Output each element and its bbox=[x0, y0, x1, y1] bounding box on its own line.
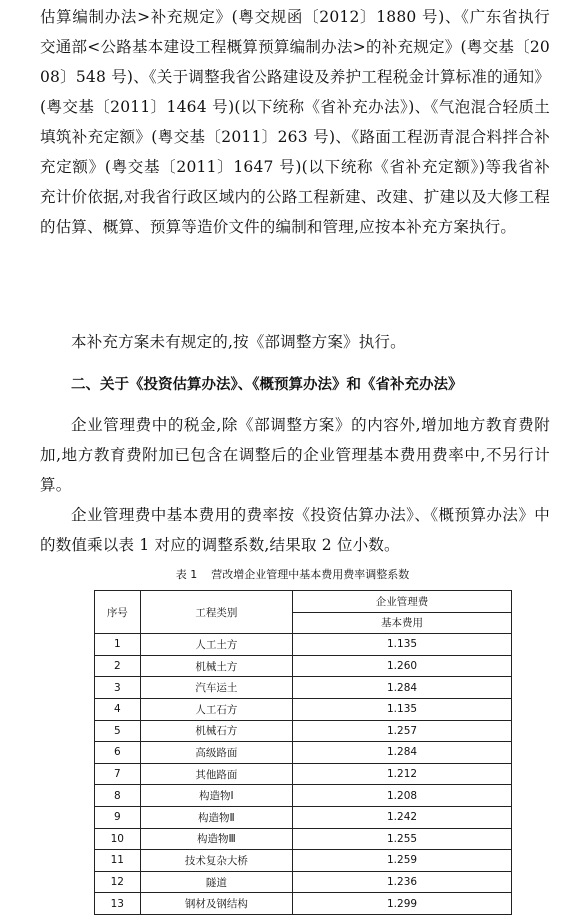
cell-serial-number: 5 bbox=[95, 720, 141, 742]
cell-serial-number: 4 bbox=[95, 698, 141, 720]
cell-coefficient: 1.208 bbox=[293, 785, 512, 807]
cell-coefficient: 1.257 bbox=[293, 720, 512, 742]
table-row bbox=[95, 785, 512, 807]
cell-coefficient: 1.284 bbox=[293, 677, 512, 699]
header-serial-number: 序号 bbox=[95, 591, 141, 634]
table-caption-number: 表 1 bbox=[175, 568, 198, 581]
cell-coefficient: 1.236 bbox=[293, 871, 512, 893]
table-row bbox=[95, 720, 512, 742]
table-row bbox=[95, 698, 512, 720]
table-caption-title: 营改增企业管理中基本费用费率调整系数 bbox=[211, 568, 410, 581]
cell-coefficient: 1.135 bbox=[293, 698, 512, 720]
adjustment-coefficient-table bbox=[94, 590, 512, 915]
table-row bbox=[95, 655, 512, 677]
cell-project-type: 构造物Ⅱ bbox=[140, 806, 292, 828]
cell-serial-number: 11 bbox=[95, 850, 141, 872]
table-row bbox=[95, 850, 512, 872]
cell-project-type: 构造物Ⅲ bbox=[140, 828, 292, 850]
cell-project-type: 其他路面 bbox=[140, 763, 292, 785]
cell-coefficient: 1.255 bbox=[293, 828, 512, 850]
cell-serial-number: 2 bbox=[95, 655, 141, 677]
header-project-type: 工程类别 bbox=[140, 591, 292, 634]
cell-project-type: 技术复杂大桥 bbox=[140, 850, 292, 872]
cell-project-type: 高级路面 bbox=[140, 742, 292, 764]
table-row bbox=[95, 677, 512, 699]
table-header-row bbox=[95, 591, 512, 613]
table-row bbox=[95, 828, 512, 850]
cell-serial-number: 8 bbox=[95, 785, 141, 807]
cell-coefficient: 1.284 bbox=[293, 742, 512, 764]
cell-project-type: 人工土方 bbox=[140, 634, 292, 656]
cell-project-type: 人工石方 bbox=[140, 698, 292, 720]
cell-serial-number: 13 bbox=[95, 893, 141, 915]
cell-project-type: 构造物Ⅰ bbox=[140, 785, 292, 807]
table-row bbox=[95, 763, 512, 785]
cell-project-type: 隧道 bbox=[140, 871, 292, 893]
cell-project-type: 机械土方 bbox=[140, 655, 292, 677]
table-row bbox=[95, 893, 512, 915]
cell-coefficient: 1.259 bbox=[293, 850, 512, 872]
cell-serial-number: 3 bbox=[95, 677, 141, 699]
cell-coefficient: 1.260 bbox=[293, 655, 512, 677]
cell-serial-number: 10 bbox=[95, 828, 141, 850]
cell-project-type: 汽车运土 bbox=[140, 677, 292, 699]
cell-serial-number: 9 bbox=[95, 806, 141, 828]
cell-coefficient: 1.135 bbox=[293, 634, 512, 656]
header-basic-cost: 基本费用 bbox=[293, 612, 512, 634]
table-row bbox=[95, 742, 512, 764]
cell-project-type: 钢材及钢结构 bbox=[140, 893, 292, 915]
cell-coefficient: 1.212 bbox=[293, 763, 512, 785]
table-body bbox=[95, 634, 512, 915]
table-row bbox=[95, 634, 512, 656]
paragraph-tax: 企业管理费中的税金,除《部调整方案》的内容外,增加地方教育费附加,地方教育费附加已包含在调整后的企业管理基本费用费率中,不另行计算。 bbox=[40, 416, 550, 494]
cell-serial-number: 12 bbox=[95, 871, 141, 893]
cell-serial-number: 6 bbox=[95, 742, 141, 764]
table-row bbox=[95, 806, 512, 828]
paragraph-fallback-rule: 本补充方案未有规定的,按《部调整方案》执行。 bbox=[71, 333, 406, 351]
cell-coefficient: 1.242 bbox=[293, 806, 512, 828]
cell-coefficient: 1.299 bbox=[293, 893, 512, 915]
cell-serial-number: 1 bbox=[95, 634, 141, 656]
section-heading: 二、关于《投资估算办法》、《概预算办法》和《省补充办法》 bbox=[71, 377, 463, 393]
cell-project-type: 机械石方 bbox=[140, 720, 292, 742]
header-management-fee: 企业管理费 bbox=[293, 591, 512, 613]
paragraph-rate: 企业管理费中基本费用的费率按《投资估算办法》、《概预算办法》中的数值乘以表 1 对应的调整系数,结果取 2 位小数。 bbox=[40, 506, 550, 554]
table-row bbox=[95, 871, 512, 893]
paragraph-intro: 估算编制办法>补充规定》(粤交规函〔2012〕1880 号)、《广东省执行交通部<公路基本建设工程概算预算编制办法>的补充规定》(粤交基〔2008〕548 号)、《关于调整我省公路建设及养护工程税金计算标准的通知》(粤交基〔2011〕1464 号)(以下统称《省补充办法》)、《气泡混合轻质土填筑补充定额》(粤交基〔2011〕263 号)、《路面工程沥青混合料拌合补充定额》(粤交基〔2011〕1647 号)(以下统称《省补充定额》)等我省补充计价依据,对我省行政区域内的公路工程新建、改建、扩建以及大修工程的估算、概算、预算等造价文件的编制和管理,应按本补充方案执行。 bbox=[40, 8, 550, 236]
table-caption bbox=[0, 567, 585, 583]
cell-serial-number: 7 bbox=[95, 763, 141, 785]
